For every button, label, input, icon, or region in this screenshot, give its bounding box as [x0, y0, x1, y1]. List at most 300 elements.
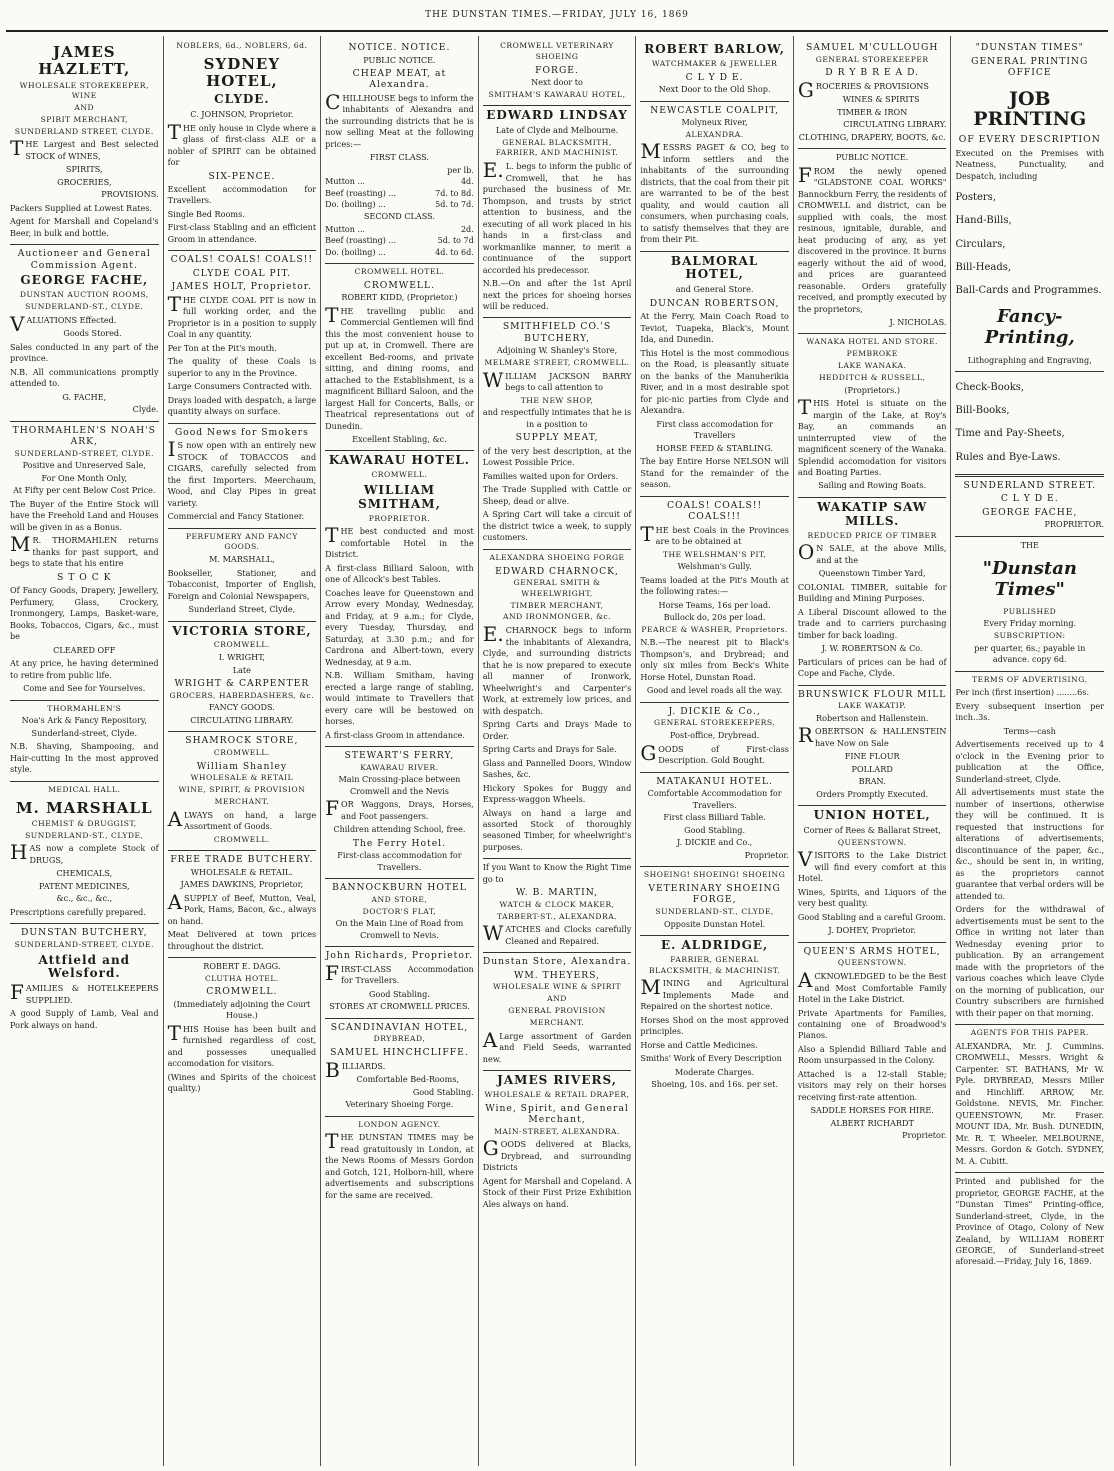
- ad-paragraph: (Wines and Spirits of the choicest quality.): [167, 1071, 317, 1094]
- price-cell: per lb.: [447, 165, 474, 175]
- ad-title: SAMUEL M'CULLOUGH: [806, 42, 939, 53]
- ad-title: "DUNSTAN TIMES": [975, 42, 1084, 53]
- ad-caption: GENERAL SMITH & WHEELWRIGHT,: [513, 578, 601, 598]
- masthead-rule: [6, 30, 1108, 32]
- ad-line: Shoeing, 10s. and 16s. per set.: [651, 1079, 778, 1090]
- ad-line: Positive and Unreserved Sale,: [22, 460, 146, 471]
- ad-line: and respectfully intimates that he is in a position to: [482, 407, 632, 429]
- ad-subheading: GEORGE FACHE,: [20, 273, 149, 288]
- ad-line: Molyneux River,: [681, 117, 748, 128]
- column-rule: [10, 923, 159, 924]
- ad-paragraph: N.B.—The nearest pit to Black's Thompson's, and Drybread; and only six miles from Beck's White Horse Hotel, Dunstan Road.: [640, 637, 789, 682]
- ad-caption: CROMWELL.: [213, 834, 270, 844]
- ad-title: NEWCASTLE COALPIT,: [650, 104, 779, 116]
- ad-title: SUNDERLAND STREET.: [963, 479, 1097, 491]
- ad-paragraph: VISITORS to the Lake District will find every comfort at this Hotel.: [797, 847, 947, 884]
- ad-title: C L Y D E.: [685, 71, 744, 83]
- ad-paragraph: ALWAYS on hand, a large Assortment of Goods.: [167, 806, 317, 832]
- price-cell: 2d.: [460, 224, 474, 234]
- ad-signature: Good Stabling.: [412, 1086, 474, 1097]
- ad-title: S T O C K: [57, 571, 112, 583]
- ad-paragraph: of the very best description, at the Lowest Possible Price.: [482, 445, 632, 468]
- ad-title: J. DICKIE & Co.,: [668, 705, 761, 717]
- ad-title: C L Y D E.: [1000, 493, 1059, 505]
- ad-line: ALBERT RICHARDT: [830, 1117, 914, 1128]
- ad-paragraph: THE best Coals in the Provinces are to be obtained at: [640, 521, 789, 547]
- ad-subheading: BALMORAL HOTEL,: [670, 253, 759, 282]
- column-1: [6, 36, 164, 1466]
- ad-caption: PUBLISHED: [1003, 606, 1057, 616]
- ad-line: Next door to: [531, 77, 583, 88]
- ad-caption: ALEXANDRA SHOEING FORGE: [489, 552, 625, 562]
- ad-paragraph: MESSRS PAGET & CO, beg to inform settlers and the inhabitants of the surrounding districts, that the coal from their pit are warranted to be of the best quality, and would caution all consumers, when purchasing coals, to satisfy themselves that they are from their Pit.: [640, 139, 789, 245]
- ad-paragraph: Private Apartments for Families, containing one of Broadwood's Pianos.: [797, 1007, 947, 1041]
- ad-caption: SHOEING! SHOEING! SHOEING: [643, 870, 786, 880]
- ad-caption: LAKE WAKATIP.: [838, 701, 907, 711]
- column-rule: [955, 474, 1104, 477]
- ad-title: CROMWELL.: [206, 986, 278, 998]
- ad-caption: AND: [547, 994, 567, 1004]
- ad-caption: ALEXANDRA.: [685, 129, 744, 139]
- column-rule: [168, 850, 317, 851]
- ad-line: PUBLIC NOTICE.: [363, 54, 436, 65]
- ad-line: POLLARD: [851, 763, 893, 774]
- ad-caption: WANAKA HOTEL AND STORE.: [806, 337, 938, 347]
- column-rule: [640, 101, 789, 102]
- ad-caption: GENERAL STOREKEEPERS,: [654, 718, 776, 728]
- ad-line: Comfortable Bed-Rooms,: [356, 1074, 460, 1085]
- ad-caption: TERMS OF ADVERTISING.: [972, 674, 1088, 684]
- ad-paragraph: Prescriptions carefully prepared.: [10, 906, 146, 917]
- column-3: [321, 36, 479, 1466]
- ad-line: Adjoining W. Shanley's Store,: [496, 345, 618, 356]
- column-rule: [640, 866, 789, 867]
- service-item: Ball-Cards and Programmes.: [955, 284, 1102, 296]
- column-rule: [955, 371, 1104, 372]
- ad-paragraph: Hickory Spokes for Buggy and Express-waggon Wheels.: [482, 782, 632, 805]
- ad-title: D R Y B R E A D.: [825, 67, 920, 79]
- ad-paragraph: THE travelling public and Commercial Gentlemen will find this the most convenient house to put up at, in Cromwell. There are excellent Bed-rooms, and private sitting, and dining rooms, and attached to the Establishment, is a magnificent Billiard Saloon, and the largest Hall for Concerts, Balls, or Theatrical representations out of Dunedin.: [325, 302, 474, 431]
- job-printing-heading: JOB PRINTING: [973, 87, 1087, 131]
- ad-line: Comfortable Accommodation for Travellers.: [647, 788, 782, 810]
- ad-caption: FARRIER, GENERAL BLACKSMITH, & MACHINIST.: [649, 954, 781, 975]
- service-item: Check-Books,: [955, 382, 1025, 394]
- ad-line: &c., &c., &c.,: [56, 893, 113, 904]
- ad-caption: HEDDITCH & RUSSELL,: [819, 372, 926, 382]
- ad-signature: Proprietor.: [744, 849, 789, 860]
- price-row: [325, 188, 474, 199]
- column-rule: [325, 946, 474, 947]
- ad-title: SMITHFIELD CO.'S BUTCHERY,: [502, 321, 612, 344]
- masthead: THE DUNSTAN TIMES.—FRIDAY, JULY 16, 1869: [425, 10, 689, 20]
- ad-caption: GROCERS, HABERDASHERS, &c.: [169, 690, 315, 700]
- column-rule: [640, 496, 789, 497]
- ad-paragraph: Spring Carts and Drays Made to Order.: [482, 719, 632, 741]
- column-rule: [798, 333, 947, 334]
- ad-line: Sunderland Street, Clyde,: [188, 604, 296, 615]
- ad-paragraph: Smiths' Work of Every Description: [640, 1053, 782, 1064]
- ad-paragraph: WILLIAM JACKSON BARRY begs to call attention to: [482, 367, 632, 393]
- ad-paragraph: A first-class Groom in attendance.: [325, 729, 465, 740]
- ad-line: SECOND CLASS.: [363, 211, 435, 222]
- price-cell: Mutton ...: [325, 224, 366, 234]
- ad-paragraph: If you Want to Know the Right Time go to: [482, 862, 632, 884]
- ad-title: CHEAP MEAT, at Alexandra.: [352, 67, 447, 91]
- ad-line: CHEMICALS,: [56, 868, 113, 879]
- ad-line: Corner of Rees & Ballarat Street,: [803, 825, 941, 836]
- ad-line: Good Stabling.: [684, 824, 746, 835]
- ad-line: JAMES DAWKINS, Proprietor,: [180, 879, 304, 890]
- ad-paragraph: Glass and Pannelled Doors, Window Sashes, &c.: [482, 757, 632, 780]
- price-cell: [325, 165, 421, 176]
- ad-paragraph: Also a Splendid Billiard Table and Room unsurpassed in the Colony.: [797, 1043, 947, 1066]
- ad-paragraph: N.B. Shaving, Shampooing, and Hair-cutting In the most approved style.: [10, 741, 159, 775]
- ad-paragraph: FAMILIES & HOTELKEEPERS SUPPLIED.: [10, 980, 159, 1005]
- ad-line: Excellent Stabling, &c.: [352, 433, 447, 444]
- ad-line: G. FACHE,: [62, 391, 107, 402]
- ad-caption: SUBSCRIPTION:: [993, 630, 1066, 640]
- service-item: Bill-Books,: [955, 405, 1010, 417]
- column-rule: [955, 1172, 1104, 1173]
- ad-paragraph: The quality of these Coals is superior to any in the Province.: [167, 356, 317, 378]
- column-rule: [798, 942, 947, 943]
- ad-title: SAMUEL HINCHCLIFFE.: [330, 1047, 469, 1059]
- ad-paragraph: Advertisements received up to 4 o'clock in the Evening prior to publication at the Office, Sunderland-street, Clyde.: [955, 739, 1105, 784]
- ad-heading: SYDNEY HOTEL,: [203, 54, 281, 91]
- column-rule: [10, 781, 159, 782]
- ad-paragraph: Every subsequent insertion per inch..3s.: [955, 700, 1105, 723]
- ad-paragraph: COLONIAL TIMBER, suitable for Building and Mining Purposes.: [797, 581, 947, 604]
- ad-line: WHOLESALE & RETAIL.: [190, 866, 293, 877]
- ad-paragraph: E.L. begs to inform the public of Cromwell, that he has purchased the business of Mr. Thompson, and trusts by strict attention to business, and the executing of all work placed in his hands in a first-class and workmanlike manner, to merit a continuance of the support accorded his predecessor.: [482, 158, 632, 275]
- column-rule: [483, 1070, 632, 1071]
- ad-line: Good and level roads all the way.: [646, 685, 783, 696]
- ad-line: STORES AT CROMWELL PRICES.: [329, 1001, 470, 1012]
- ad-caption: SPIRIT MERCHANT,: [40, 114, 129, 124]
- service-item: Posters,: [955, 192, 996, 204]
- ad-paragraph: Drays loaded with despatch, a large quantity always on surface.: [167, 394, 317, 417]
- ad-caption: THORMAHLEN'S: [47, 703, 122, 713]
- ad-caption: TIMBER MERCHANT,: [510, 600, 604, 610]
- ad-title: NOTICE. NOTICE.: [348, 42, 451, 53]
- ad-paragraph: Always on hand a large and assorted Stock of thoroughly seasoned Timber, for wheelwright's purposes.: [482, 807, 632, 852]
- ad-caption: CHEMIST & DRUGGIST,: [31, 818, 137, 828]
- ad-caption: DUNSTAN AUCTION ROOMS,: [19, 290, 149, 300]
- ad-line: Bullock do, 20s per load.: [663, 612, 766, 623]
- ad-line: Veterinary Shoeing Forge.: [345, 1099, 454, 1110]
- column-rule: [955, 671, 1104, 672]
- column-rule: [325, 263, 474, 264]
- ad-line: Terms—cash: [1003, 725, 1056, 736]
- price-cell: Beef (roasting) ...: [325, 236, 396, 246]
- ad-line: Late: [232, 664, 251, 675]
- ad-paragraph: Wines, Spirits, and Liquors of the very best quality.: [797, 886, 947, 909]
- ad-caption: LAKE WANAKA.: [837, 361, 907, 371]
- ad-line: Robertson and Hallenstein.: [816, 712, 929, 723]
- ad-subheading: WAKATIP SAW MILLS.: [817, 499, 928, 528]
- ad-paragraph: Meat Delivered at town prices throughout the district.: [167, 929, 317, 951]
- ad-paragraph: Families waited upon for Orders.: [482, 470, 619, 481]
- ad-title: SUPPLY MEAT,: [515, 432, 599, 444]
- column-rule: [325, 450, 474, 451]
- price-cell: 5d. to 7d: [437, 236, 474, 246]
- service-item: Rules and Bye-Laws.: [955, 451, 1061, 463]
- ad-caption: REDUCED PRICE OF TIMBER: [807, 530, 937, 540]
- column-rule: [10, 244, 159, 245]
- ad-title: VETERINARY SHOEING FORGE,: [648, 882, 781, 906]
- ad-paragraph: Sales conducted in any part of the province.: [10, 341, 159, 364]
- ad-line: Welshman's Gully.: [677, 561, 752, 572]
- ad-line: M. MARSHALL,: [209, 554, 275, 565]
- ad-subheading: Attfield and Welsford.: [38, 952, 131, 981]
- ad-paragraph: Attached is a 12-stall Stable; visitors may rely on their horses receiving first-rate attention.: [797, 1068, 947, 1102]
- ad-caption: PERFUMERY AND FANCY GOODS.: [185, 531, 298, 552]
- column-rule: [798, 685, 947, 686]
- ad-line: and General Store.: [675, 284, 754, 295]
- column-rule: [325, 878, 474, 879]
- ad-caption: AND STORE,: [371, 894, 428, 904]
- ad-paragraph: This Hotel is the most commodious on the Road, is pleasantly situate on the banks of the Manuherikia River, and in a most desirable spot for pic-nic parties from Clyde and Alexandra.: [640, 347, 789, 416]
- price-row: [325, 165, 474, 176]
- column-rule: [798, 497, 947, 498]
- ad-title: COALS! COALS!! COALS!!!: [667, 499, 763, 523]
- ad-line: At Fifty per cent Below Cost Price.: [13, 485, 156, 496]
- ad-title: CLYDE COAL PIT.: [192, 267, 292, 279]
- ad-paragraph: THE DUNSTAN TIMES may be read gratuitously in London, at the News Rooms of Messrs Gordon and Gotch, 121, Holborn-hill, where advertisements and subscriptions for the same are received.: [325, 1129, 474, 1200]
- ad-line: Noa's Ark & Fancy Repository,: [21, 715, 147, 726]
- ad-paragraph: THE CLYDE COAL PIT is now in full working order, and the Proprietor is in a position to supply Coal in any quantity.: [167, 291, 317, 340]
- ad-title: BRUNSWICK FLOUR MILL: [797, 688, 947, 700]
- column-rule: [483, 858, 632, 859]
- ad-caption: WATCH & CLOCK MAKER,: [499, 899, 615, 909]
- ad-line: Come and See for Yourselves.: [23, 683, 146, 694]
- ad-title: CROMWELL.: [363, 279, 436, 291]
- ad-caption: MEDICAL HALL.: [48, 784, 121, 794]
- ad-title: THORMAHLEN'S NOAH'S ARK,: [12, 424, 156, 448]
- ad-signature: Clyde.: [132, 404, 159, 415]
- ad-line: Next Door to the Old Shop.: [658, 84, 771, 95]
- ad-line: Post-office, Drybread.: [670, 730, 760, 741]
- ad-line: CLEARED OFF: [53, 644, 116, 655]
- ad-paragraph: ALarge assortment of Garden and Field Seeds, warranted new.: [482, 1027, 632, 1064]
- ad-title: DUNCAN ROBERTSON,: [649, 297, 780, 309]
- ad-caption: PROPRIETOR.: [368, 513, 431, 523]
- ad-caption: CLUTHA HOTEL.: [204, 973, 279, 983]
- ad-line: PUBLIC NOTICE.: [835, 152, 909, 163]
- ad-line: C. JOHNSON, Proprietor.: [190, 109, 294, 120]
- ad-caption: CROMWELL HOTEL.: [354, 266, 445, 276]
- ad-paragraph: The Buyer of the Entire Stock will have the Freehold Land and Houses will be given in as a Bonus.: [10, 498, 159, 532]
- price-row: [325, 235, 474, 246]
- column-6: [794, 36, 952, 1466]
- ad-paragraph: A Liberal Discount allowed to the trade and to carriers purchasing timber for back loading.: [797, 606, 947, 640]
- column-rule: [325, 746, 474, 747]
- ad-paragraph: CHILLHOUSE begs to inform the inhabitants of Alexandra and the surrounding districts that he is now selling Meat at the following prices:—: [325, 89, 474, 149]
- ad-caption: SMITHAM'S KAWARAU HOTEL,: [488, 89, 626, 99]
- ad-caption: CROMWELL VETERINARY SHOEING: [500, 41, 614, 61]
- column-rule: [483, 952, 632, 953]
- column-rule: [640, 772, 789, 773]
- column-rule: [640, 251, 789, 252]
- price-row: [325, 224, 474, 235]
- ad-subheading: VICTORIA STORE,: [172, 623, 312, 638]
- ad-caption: QUEENSTOWN.: [837, 958, 907, 968]
- ad-paragraph: Excellent accommodation for Travellers.: [167, 184, 317, 206]
- ad-caption: GENERAL STOREKEEPER: [815, 54, 929, 64]
- ad-line: J. DICKIE and Co.,: [676, 837, 753, 848]
- ad-line: FIRST CLASS.: [369, 152, 429, 163]
- ad-caption: MELMARE STREET, CROMWELL.: [484, 357, 630, 367]
- column-rule: [798, 805, 947, 806]
- ad-subheading: E. ALDRIDGE,: [660, 938, 769, 953]
- ad-paragraph: Of Fancy Goods, Drapery, Jewellery, Perfumery, Glass, Crockery, Ironmongery, Lamps, Basket-ware, Books, Tobaccos, Cigars, &c., must be: [10, 585, 159, 642]
- ad-caption: SUNDERLAND-STREET, CLYDE.: [14, 939, 154, 949]
- ad-paragraph: All advertisements must state the number of insertions, otherwise they will be continued. It is requested that instructions for alterations of advertisements, discontinuance of the paper, &c., &c., should be sent in, in writing, as the proprietors cannot guarantee that verbal orders will be attended to.: [955, 787, 1105, 901]
- price-cell: Beef (roasting) ...: [325, 188, 396, 198]
- ad-paragraph: GOODS delivered at Blacks, Drybread, and surrounding Districts: [482, 1136, 632, 1173]
- ad-line: First-class accommodation for Travellers.: [337, 850, 462, 872]
- ad-paragraph: Particulars of prices can be had of Cope and Fache, Clyde.: [797, 656, 947, 679]
- ad-line: GROCERIES,: [57, 176, 112, 187]
- ad-paragraph: Horse and Cattle Medicines.: [640, 1039, 758, 1050]
- ad-paragraph: A Spring Cart will take a circuit of the district twice a week, to supply customers.: [482, 509, 632, 543]
- ad-line: On the Main Line of Road from Cromwell to Nevis.: [335, 918, 464, 940]
- ad-title: MATAKANUI HOTEL.: [656, 775, 773, 787]
- column-rule: [10, 421, 159, 422]
- ad-heading: JAMES HAZLETT,: [38, 43, 131, 79]
- price-cell: Do. (boiling) ...: [325, 247, 386, 257]
- ad-line: J. DOHEY, Proprietor.: [828, 925, 916, 936]
- price-cell: Mutton ...: [325, 177, 366, 187]
- ad-line: Children attending School, free.: [333, 824, 466, 835]
- price-cell: 7d. to 8d.: [435, 188, 474, 198]
- ad-paragraph: ALEXANDRA, Mr. J. Cummins. CROMWELL, Messrs. Wright & Carpenter. ST. BATHANS, Mr W. Pyle. DRYBREAD, Messrs Miller and Hinchliff. ARROW, Mr. Goldstone. NEVIS, Mr. Fincher. QUEENSTOWN, Mr. Fraser. MOUNT IDA, Mr. Bush. DUNEDIN, Mr. R. T. Wheeler. MELBOURNE, Messrs. Gordon & Gotch. SYDNEY, M. A. Cubitt.: [955, 1040, 1105, 1166]
- ad-caption: DRYBREAD,: [373, 1034, 426, 1044]
- ad-paragraph: HAS now a complete Stock of DRUGS,: [10, 840, 159, 865]
- ad-paragraph: Large Consumers Contracted with.: [167, 381, 313, 392]
- service-item: Circulars,: [955, 238, 1006, 250]
- ad-paragraph: Single Bed Rooms.: [167, 208, 245, 219]
- column-rule: [955, 1024, 1104, 1025]
- ad-caption: PEMBROKE: [846, 349, 898, 359]
- price-row: [325, 199, 474, 210]
- ad-line: Horse Teams, 16s per load.: [658, 599, 771, 610]
- ad-caption: SUNDERLAND-ST., CLYDE,: [25, 830, 144, 840]
- ad-caption: THE NEW SHOP,: [520, 395, 594, 405]
- ad-paragraph: Executed on the Premises with Neatness, Punctuality, and Despatch, including: [955, 147, 1105, 181]
- ad-line: PATENT MEDICINES,: [39, 880, 130, 891]
- price-row: [325, 247, 474, 258]
- ad-paragraph: Packers Supplied at Lowest Rates.: [10, 202, 153, 213]
- newspaper-page: [6, 36, 1108, 1466]
- ad-paragraph: THIS House has been built and furnished regardless of cost, and possesses unequalled accomodation for visitors.: [167, 1020, 317, 1069]
- column-rule: [168, 957, 317, 958]
- ad-paragraph: IS now open with an entirely new STOCK of TOBACCOS and CIGARS, carefully selected from the first Importers. Meerchaum, Wood, and Clay Pipes in great variety.: [167, 437, 317, 508]
- ad-caption: WHOLESALE & RETAIL: [190, 773, 294, 783]
- ad-caption: WINE, SPIRIT, & PROVISION: [178, 785, 306, 794]
- column-7: [951, 36, 1108, 1466]
- ad-title: William Shanley: [196, 760, 288, 772]
- ad-caption: DOCTOR'S FLAT,: [362, 906, 437, 916]
- ad-paragraph: GROCERIES & PROVISIONS: [797, 77, 929, 102]
- ad-line: FANCY GOODS.: [208, 702, 275, 713]
- ad-title: JAMES HOLT, Proprietor.: [171, 281, 313, 293]
- ad-heading: M. MARSHALL: [16, 798, 153, 817]
- ad-caption: SUNDERLAND-ST., CLYDE.: [25, 301, 144, 311]
- ad-caption: AND: [74, 103, 95, 113]
- ad-line: per quarter, 6s.; payable in advance. copy 6d.: [974, 642, 1086, 665]
- ad-paragraph: FIRST-CLASS Accommodation for Travellers.: [325, 960, 474, 986]
- column-rule: [168, 528, 317, 529]
- ad-line: ROBERT KIDD, (Proprietor.): [341, 292, 458, 303]
- ad-title: COALS! COALS! COALS!!: [170, 254, 314, 266]
- ad-caption: SUNDERLAND-ST., CLYDE,: [655, 906, 774, 916]
- ad-line: SPIRITS,: [65, 164, 103, 175]
- ad-line: (Proprietors.): [844, 384, 900, 395]
- ad-title: OF EVERY DESCRIPTION: [958, 134, 1101, 146]
- ad-caption: MAIN-STREET, ALEXANDRA.: [494, 1126, 620, 1136]
- price-cell: 4d. to 6d.: [435, 247, 474, 257]
- ad-title: EDWARD CHARNOCK,: [495, 565, 619, 577]
- ad-title: Wine, Spirit, and General Merchant,: [485, 1102, 629, 1126]
- ad-title: John Richards, Proprietor.: [325, 950, 474, 962]
- ad-title: Good News for Smokers: [174, 426, 309, 438]
- ad-title: WM. THEYERS,: [513, 969, 601, 981]
- ad-title: Auctioneer and General Commission Agent.: [17, 248, 151, 271]
- ad-paragraph: Per inch (first insertion) ........6s.: [955, 687, 1090, 698]
- ad-line: Orders Promptly Executed.: [816, 788, 929, 799]
- ad-title: BANNOCKBURN HOTEL: [332, 882, 467, 894]
- column-rule: [325, 1018, 474, 1019]
- ad-signature: J. NICHOLAS.: [889, 316, 947, 327]
- ad-paragraph: Good Stabling and a careful Groom.: [797, 911, 946, 922]
- ad-title: WRIGHT & CARPENTER: [174, 678, 310, 690]
- ad-caption: TARBERT-ST., ALEXANDRA.: [496, 911, 618, 921]
- ad-caption: WHOLESALE & RETAIL DRAPER,: [484, 1089, 630, 1099]
- ad-caption: MERCHANT.: [214, 796, 270, 806]
- column-rule: [483, 317, 632, 318]
- ad-caption: QUEENSTOWN.: [837, 837, 907, 847]
- gothic-heading: Fancy-Printing,: [984, 306, 1075, 348]
- price-cell: 5d. to 7d.: [435, 199, 474, 209]
- ad-paragraph: Agent for Marshall and Copeland. A Stock of their First Prize Exhibition Ales always on hand.: [482, 1175, 632, 1209]
- gothic-heading: "Dunstan Times": [982, 558, 1077, 600]
- ad-paragraph: Spring Carts and Drays for Sale.: [482, 744, 617, 755]
- ad-paragraph: GOODS of First-class Description. Gold Bought.: [640, 740, 789, 766]
- ad-line: Good Stabling.: [368, 988, 430, 999]
- ad-title: FORGE.: [535, 64, 579, 76]
- ad-paragraph: ACKNOWLEDGED to be the Best and Most Comfortable Family Hotel in the Lake District.: [797, 968, 947, 1005]
- ad-line: FINE FLOUR: [844, 751, 900, 762]
- ad-paragraph: A good Supply of Lamb, Veal and Pork always on hand.: [10, 1008, 159, 1030]
- ad-caption: NOBLERS, 6d., NOBLERS, 6d.: [176, 41, 308, 50]
- ad-line: WINES & SPIRITS: [842, 94, 920, 105]
- ad-paragraph: THE only house in Clyde where a glass of first-class ALE or a nobler of SPIRIT can be obtained for: [167, 119, 317, 168]
- ad-subheading: JAMES RIVERS,: [497, 1073, 617, 1088]
- ad-caption: CROMWELL.: [213, 747, 270, 757]
- ad-caption: KAWARAU RIVER.: [360, 762, 439, 772]
- ad-line: BRAN.: [858, 776, 886, 787]
- column-rule: [483, 549, 632, 550]
- ad-title: The Ferry Hotel.: [352, 837, 447, 849]
- ad-line: First class Billiard Table.: [663, 812, 766, 823]
- ad-caption: CROMWELL.: [371, 470, 428, 480]
- ad-signature: PROVISIONS.: [101, 189, 159, 200]
- ad-paragraph: At the Ferry, Main Coach Road to Teviot, Tuapeka, Black's, Mount Ida, and Dunedin.: [640, 311, 789, 345]
- ad-paragraph: N.B. All communications promptly attended to.: [10, 366, 159, 389]
- ad-paragraph: THE best conducted and most comfortable Hotel in the District.: [325, 523, 474, 560]
- column-2: [164, 36, 322, 1466]
